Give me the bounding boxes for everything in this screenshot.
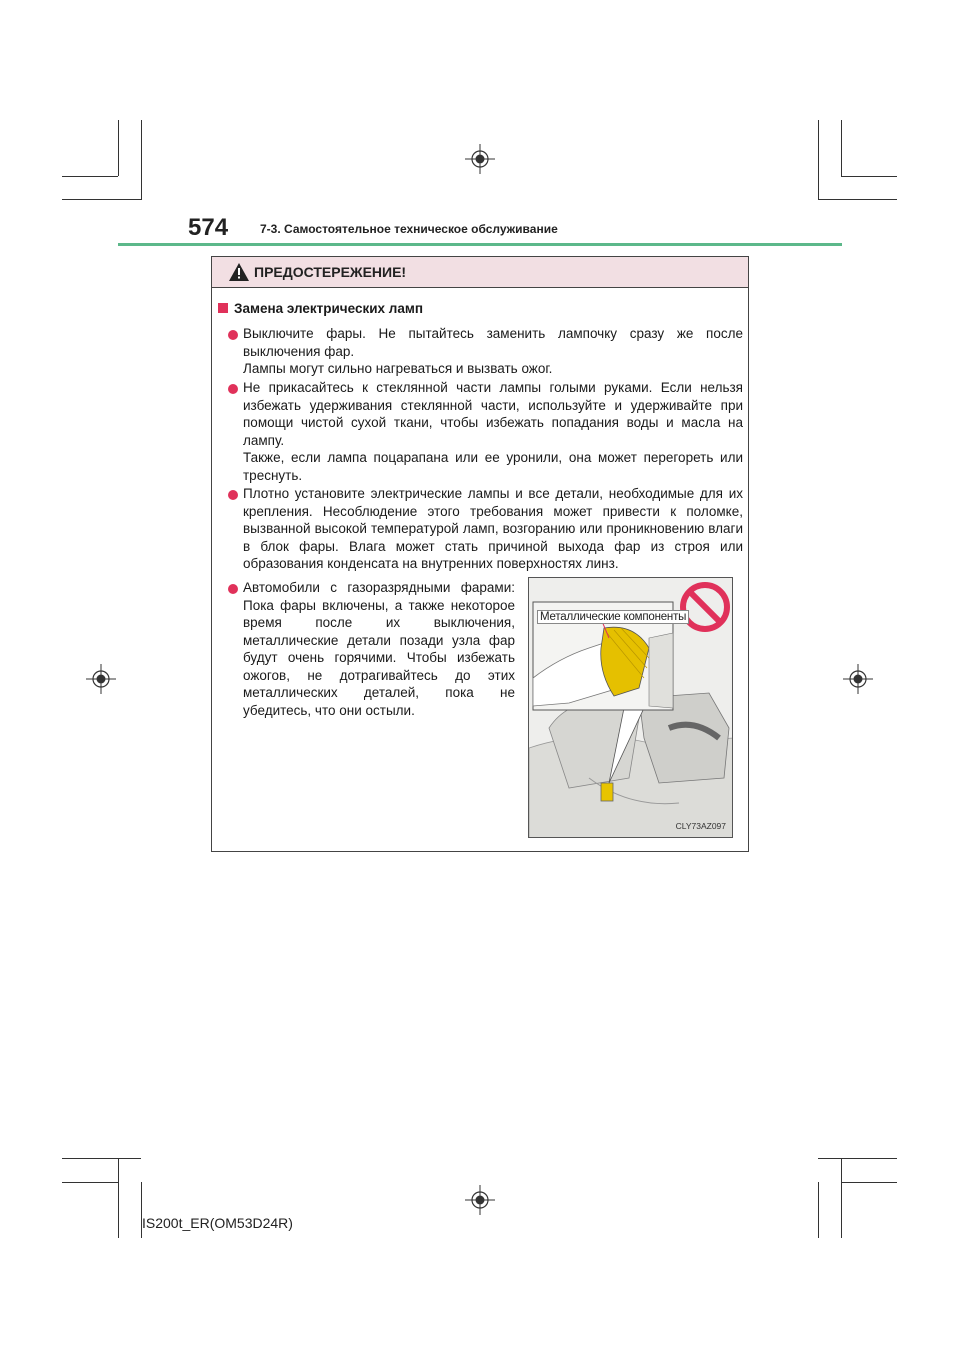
bullet-icon [228,490,238,500]
illustration-label: Металлические компоненты [537,610,689,624]
paragraph: Не прикасайтесь к стеклянной части лампы голыми руками. Если нельзя избежать удерживания стеклянной части, используйте и удерживайте при помощи чистой сухой ткани, чтобы избежать попадания воды и масла на лампу. [243,380,743,448]
registration-mark-icon [86,664,116,694]
warning-triangle-icon [228,262,250,282]
section-square-icon [218,303,228,313]
section-heading [218,301,423,316]
paragraph: Также, если лампа поцарапана или ее уронили, она может перегореть или треснуть. [243,450,743,483]
registration-mark-icon [465,144,495,174]
crop-mark [818,120,819,200]
header-divider [118,243,842,246]
crop-mark [118,120,119,176]
chapter-title: 7-3. Самостоятельное техническое обслуживание [260,222,558,236]
crop-mark [62,1158,141,1159]
registration-mark-icon [843,664,873,694]
bullet-icon [228,384,238,394]
crop-mark [841,1158,842,1238]
bullet-text [243,379,743,484]
crop-mark [818,1182,819,1238]
crop-mark [118,1158,119,1238]
crop-mark [62,199,141,200]
crop-mark [841,1182,897,1183]
crop-mark [841,176,897,177]
paragraph: Плотно установите электрические лампы и все детали, необходимые для их крепления. Несоблюдение этого требования может привести к поломке, вызванной высокой температурой ламп, возгоранию или проникновению влаги в блок фары. Влага может стать причиной выхода фар из строя или образования конденсата на внутренних поверхностях линз. [243,486,743,571]
caution-title: ПРЕДОСТЕРЕЖЕНИЕ! [254,264,407,280]
illustration-code: CLY73AZ097 [675,821,726,831]
crop-mark [62,176,118,177]
section-title: Замена электрических ламп [234,301,424,316]
crop-mark [62,1182,118,1183]
crop-mark [141,120,142,200]
bullet-icon [228,330,238,340]
caution-box [211,256,749,852]
crop-mark [818,199,897,200]
bullet-text [243,579,515,719]
bullet-text [243,325,743,378]
illustration [528,577,733,838]
prohibited-icon [679,581,731,633]
paragraph: Автомобили с газоразрядными фарами: Пока фары включены, а также некоторое время после их выключения, металлические детали позади узла фар будут очень горячими. Чтобы избежать ожогов, не дотрагивайтесь до этих металлических деталей, пока не убедитесь, что они остыли. [243,580,515,718]
bullet-icon [228,584,238,594]
paragraph: Лампы могут сильно нагреваться и вызвать ожог. [243,361,553,376]
document-code: IS200t_ER(OM53D24R) [142,1215,293,1231]
paragraph: Выключите фары. Не пытайтесь заменить лампочку сразу же после выключения фар. [243,326,743,359]
registration-mark-icon [465,1185,495,1215]
bullet-text [243,485,743,573]
page-number: 574 [188,214,229,241]
caution-header [212,257,748,288]
crop-mark [841,120,842,176]
crop-mark [818,1158,897,1159]
